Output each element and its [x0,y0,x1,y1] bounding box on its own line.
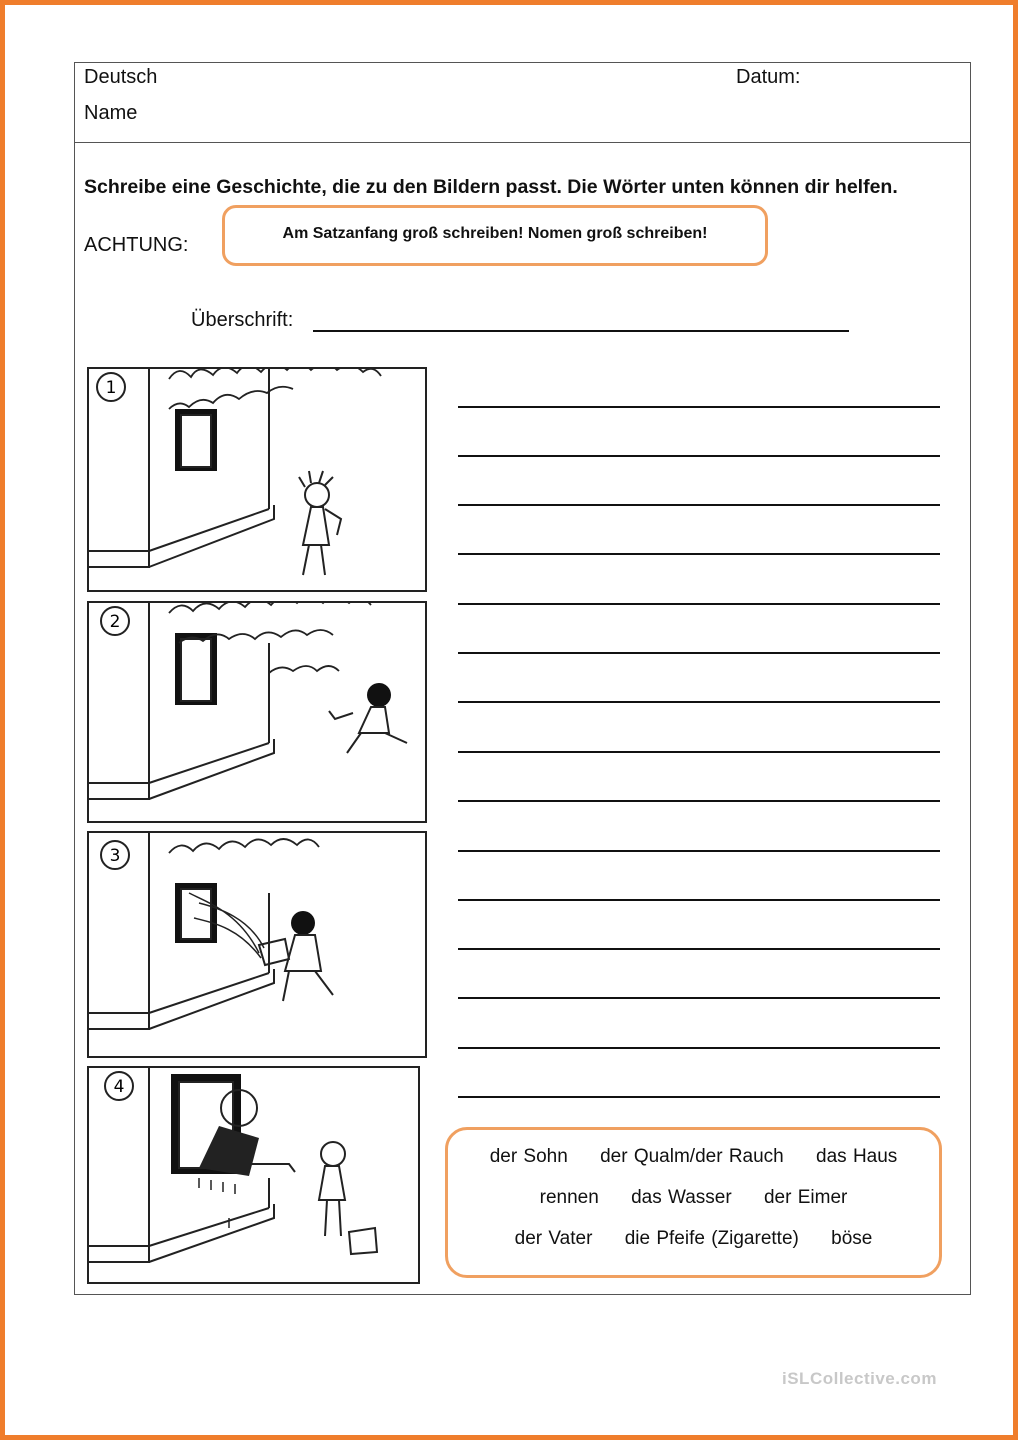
writing-line[interactable] [458,1047,940,1049]
panel-4-number: 4 [113,1077,125,1097]
watermark: iSLCollective.com [782,1369,937,1388]
date-label: Datum: [736,66,801,88]
subject-label: Deutsch [84,66,158,88]
writing-line[interactable] [458,948,940,950]
writing-line[interactable] [458,652,940,654]
panel-3-illustration [89,833,427,1058]
word-bank-row-2 [448,1187,939,1209]
heading-write-line[interactable] [313,330,849,332]
header-divider [74,142,971,143]
instruction-text: Schreibe eine Geschichte, die zu den Bildern passt. Die Wörter unten können dir helfen. [84,176,898,198]
writing-line[interactable] [458,899,940,901]
word-bank-row-1 [448,1146,939,1168]
heading-label: Überschrift: [191,309,294,331]
word-item: der Qualm/der Rauch [600,1146,784,1167]
word-item: rennen [539,1187,599,1208]
picture-panel-3 [87,831,427,1058]
panel-3-number: 3 [109,846,121,866]
panel-1-illustration [89,369,427,592]
writing-line[interactable] [458,553,940,555]
word-item: der Vater [514,1228,593,1249]
writing-line[interactable] [458,997,940,999]
writing-line[interactable] [458,850,940,852]
word-item: das Haus [816,1146,898,1167]
writing-line[interactable] [458,603,940,605]
writing-line[interactable] [458,701,940,703]
word-item: die Pfeife (Zigarette) [624,1228,799,1249]
hint-box [222,205,768,266]
panel-1-number: 1 [105,378,117,398]
word-bank-row-3 [448,1228,939,1250]
word-item: böse [831,1228,873,1249]
picture-panel-2 [87,601,427,823]
panel-4-illustration [89,1068,420,1284]
picture-panel-1 [87,367,427,592]
word-item: der Eimer [763,1187,848,1208]
writing-line[interactable] [458,751,940,753]
writing-line[interactable] [458,1096,940,1098]
panel-2-illustration [89,603,427,823]
word-item: der Sohn [489,1146,568,1167]
writing-line[interactable] [458,800,940,802]
word-bank [445,1127,942,1278]
writing-line[interactable] [458,455,940,457]
writing-line[interactable] [458,406,940,408]
attention-label: ACHTUNG: [84,234,189,256]
picture-panel-4 [87,1066,420,1284]
writing-line[interactable] [458,504,940,506]
word-item: das Wasser [631,1187,732,1208]
panel-2-number: 2 [109,612,121,632]
hint-text: Am Satzanfang groß schreiben! Nomen groß schreiben! [282,225,708,242]
name-label: Name [84,102,138,124]
